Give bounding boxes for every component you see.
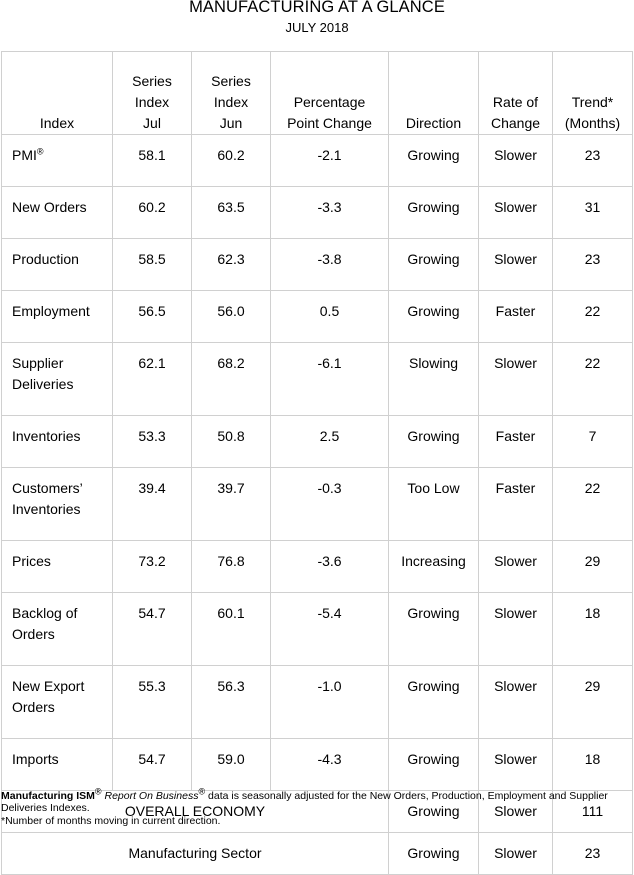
direction-cell: Slowing xyxy=(389,343,479,416)
rate-of-change-cell: Slower xyxy=(479,541,553,593)
trend-cell: 22 xyxy=(553,291,633,343)
trend-cell: 23 xyxy=(553,135,633,187)
series-jul-cell: 62.1 xyxy=(113,343,192,416)
point-change-cell: 2.5 xyxy=(271,416,389,468)
table-row xyxy=(2,593,633,666)
point-change-cell: -3.6 xyxy=(271,541,389,593)
header-trend: Trend* (Months) xyxy=(553,52,633,135)
trend-cell: 29 xyxy=(553,541,633,593)
rate-of-change-cell: Slower xyxy=(479,187,553,239)
series-jun-cell: 62.3 xyxy=(192,239,271,291)
page-title: MANUFACTURING AT A GLANCE xyxy=(189,0,445,16)
index-name-cell: PMI® xyxy=(2,135,113,187)
index-name-cell: Imports xyxy=(2,739,113,791)
trend-cell: 18 xyxy=(553,739,633,791)
summary-row xyxy=(2,833,633,875)
point-change-cell: -6.1 xyxy=(271,343,389,416)
direction-cell: Growing xyxy=(389,739,479,791)
page-subtitle: JULY 2018 xyxy=(285,20,349,35)
direction-cell: Too Low xyxy=(389,468,479,541)
series-jul-cell: 55.3 xyxy=(113,666,192,739)
rate-of-change-cell: Slower xyxy=(479,239,553,291)
direction-cell: Growing xyxy=(389,135,479,187)
table-row xyxy=(2,416,633,468)
rate-of-change-cell: Faster xyxy=(479,291,553,343)
point-change-cell: 0.5 xyxy=(271,291,389,343)
table-row xyxy=(2,468,633,541)
index-name-cell: New Export Orders xyxy=(2,666,113,739)
index-name-cell: Employment xyxy=(2,291,113,343)
header-index: Index xyxy=(2,52,113,135)
footnote-seasonal: Manufacturing ISM® Report On Business® data is seasonally adjusted for the New Orders, Production, Employment and Supplier Deliveries Indexes. xyxy=(1,786,608,814)
direction-cell: Growing xyxy=(389,291,479,343)
series-jun-cell: 60.2 xyxy=(192,135,271,187)
direction-cell: Growing xyxy=(389,416,479,468)
direction-cell: Increasing xyxy=(389,541,479,593)
series-jun-cell: 59.0 xyxy=(192,739,271,791)
trend-cell: 22 xyxy=(553,468,633,541)
point-change-cell: -1.0 xyxy=(271,666,389,739)
table-row xyxy=(2,666,633,739)
manufacturing-table xyxy=(1,51,633,875)
table-row xyxy=(2,239,633,291)
index-name-cell: New Orders xyxy=(2,187,113,239)
series-jul-cell: 53.3 xyxy=(113,416,192,468)
series-jun-cell: 56.3 xyxy=(192,666,271,739)
index-name-cell: Customers’ Inventories xyxy=(2,468,113,541)
index-name-cell: Production xyxy=(2,239,113,291)
series-jul-cell: 58.5 xyxy=(113,239,192,291)
series-jul-cell: 56.5 xyxy=(113,291,192,343)
rate-of-change-cell: Slower xyxy=(479,343,553,416)
rate-of-change-cell: Faster xyxy=(479,416,553,468)
rate-of-change-cell: Slower xyxy=(479,593,553,666)
table-row xyxy=(2,135,633,187)
footnote-trend: *Number of months moving in current direction. xyxy=(1,815,221,827)
point-change-cell: -4.3 xyxy=(271,739,389,791)
rate-of-change-cell: Slower xyxy=(479,791,553,833)
trend-cell: 7 xyxy=(553,416,633,468)
series-jun-cell: 68.2 xyxy=(192,343,271,416)
table-row xyxy=(2,541,633,593)
table-header-row xyxy=(2,52,633,135)
summary-label: OVERALL ECONOMY xyxy=(2,791,389,833)
rate-of-change-cell: Slower xyxy=(479,833,553,875)
table-row xyxy=(2,739,633,791)
trend-cell: 18 xyxy=(553,593,633,666)
rate-of-change-cell: Slower xyxy=(479,135,553,187)
trend-cell: 29 xyxy=(553,666,633,739)
header-series-jun: Series Index Jun xyxy=(192,52,271,135)
series-jul-cell: 54.7 xyxy=(113,593,192,666)
rate-of-change-cell: Slower xyxy=(479,666,553,739)
direction-cell: Growing xyxy=(389,593,479,666)
table-row xyxy=(2,343,633,416)
direction-cell: Growing xyxy=(389,239,479,291)
header-direction: Direction xyxy=(389,52,479,135)
series-jul-cell: 39.4 xyxy=(113,468,192,541)
series-jul-cell: 54.7 xyxy=(113,739,192,791)
table-row xyxy=(2,187,633,239)
series-jul-cell: 60.2 xyxy=(113,187,192,239)
point-change-cell: -3.3 xyxy=(271,187,389,239)
direction-cell: Growing xyxy=(389,833,479,875)
series-jun-cell: 50.8 xyxy=(192,416,271,468)
series-jun-cell: 60.1 xyxy=(192,593,271,666)
point-change-cell: -0.3 xyxy=(271,468,389,541)
index-name-cell: Backlog of Orders xyxy=(2,593,113,666)
series-jul-cell: 73.2 xyxy=(113,541,192,593)
trend-cell: 111 xyxy=(553,791,633,833)
header-rate-of-change: Rate of Change xyxy=(479,52,553,135)
trend-cell: 22 xyxy=(553,343,633,416)
series-jun-cell: 63.5 xyxy=(192,187,271,239)
index-name-cell: Inventories xyxy=(2,416,113,468)
rate-of-change-cell: Slower xyxy=(479,739,553,791)
trend-cell: 23 xyxy=(553,833,633,875)
table-row xyxy=(2,291,633,343)
series-jun-cell: 39.7 xyxy=(192,468,271,541)
trend-cell: 23 xyxy=(553,239,633,291)
series-jul-cell: 58.1 xyxy=(113,135,192,187)
point-change-cell: -5.4 xyxy=(271,593,389,666)
series-jun-cell: 76.8 xyxy=(192,541,271,593)
header-percentage-change: Percentage Point Change xyxy=(271,52,389,135)
index-name-cell: Prices xyxy=(2,541,113,593)
direction-cell: Growing xyxy=(389,187,479,239)
index-name-cell: Supplier Deliveries xyxy=(2,343,113,416)
trend-cell: 31 xyxy=(553,187,633,239)
header-series-jul: Series Index Jul xyxy=(113,52,192,135)
direction-cell: Growing xyxy=(389,791,479,833)
series-jun-cell: 56.0 xyxy=(192,291,271,343)
point-change-cell: -3.8 xyxy=(271,239,389,291)
point-change-cell: -2.1 xyxy=(271,135,389,187)
direction-cell: Growing xyxy=(389,666,479,739)
rate-of-change-cell: Faster xyxy=(479,468,553,541)
summary-label: Manufacturing Sector xyxy=(2,833,389,875)
